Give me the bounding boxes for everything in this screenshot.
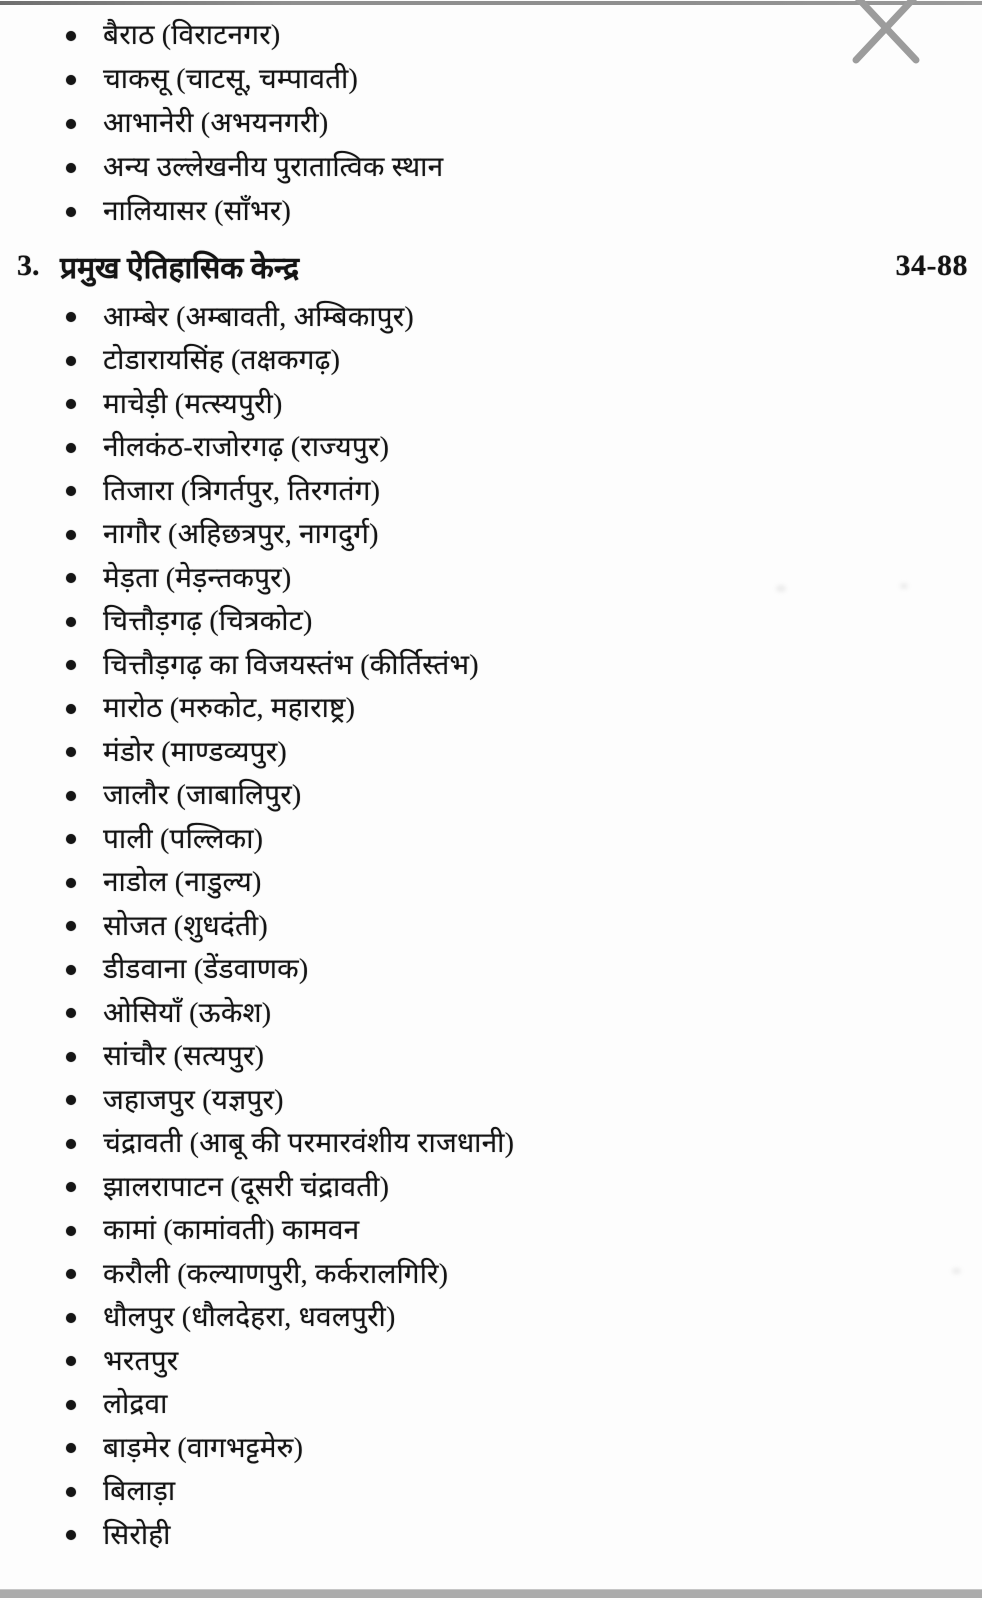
list-item — [0, 816, 982, 860]
bullet-icon — [66, 1443, 76, 1453]
list-item — [0, 947, 982, 991]
list-item — [0, 381, 982, 425]
list-item-label: मेड़ता (मेड़न्तकपुर) — [103, 562, 292, 594]
list-item — [0, 1338, 982, 1382]
list-item-label: टोडारायसिंह (तक्षकगढ़) — [103, 345, 341, 377]
list-item — [0, 56, 982, 100]
bullet-icon — [66, 1400, 76, 1410]
list-item-label: ओसियाँ (ऊकेश) — [103, 997, 272, 1029]
bullet-icon — [66, 791, 76, 801]
list-item-label: आभानेरी (अभयनगरी) — [103, 108, 329, 139]
bullet-icon — [66, 1052, 76, 1062]
bullet-icon — [66, 1139, 76, 1149]
list-item-label: पाली (पल्लिका) — [103, 823, 264, 855]
scan-artifact — [776, 585, 786, 592]
list-item — [0, 1077, 982, 1121]
list-item-label: झालरापाटन (दूसरी चंद्रावती) — [103, 1171, 390, 1203]
bullet-icon — [66, 660, 76, 670]
list-item — [0, 1425, 982, 1469]
section-heading — [0, 242, 982, 290]
list-item-label: माचेड़ी (मत्स्यपुरी) — [103, 388, 283, 420]
scan-artifact — [900, 583, 908, 589]
section3-item-list — [0, 294, 982, 1556]
list-item — [0, 1208, 982, 1252]
list-item-label: आम्बेर (अम्बावती, अम्बिकापुर) — [103, 301, 414, 333]
list-item-label: मंडोर (माण्डव्यपुर) — [103, 736, 287, 768]
list-item — [0, 686, 982, 730]
list-item-label: तिजारा (त्रिगर्तपुर, तिरगतंग) — [103, 475, 381, 507]
list-item — [0, 860, 982, 904]
bullet-icon — [66, 399, 76, 409]
list-item — [0, 1382, 982, 1426]
list-item-label: चंद्रावती (आबू की परमारवंशीय राजधानी) — [103, 1128, 515, 1160]
scan-artifact — [952, 1268, 961, 1274]
list-item-label: नागौर (अहिछत्रपुर, नागदुर्ग) — [103, 519, 379, 551]
list-item — [0, 729, 982, 773]
list-item — [0, 12, 982, 56]
list-item — [0, 425, 982, 469]
bullet-icon — [66, 31, 76, 41]
list-item-label: बाड़मेर (वागभट्टमेरु) — [103, 1432, 304, 1464]
bottom-border-line — [0, 1590, 982, 1598]
list-item — [0, 468, 982, 512]
list-item — [0, 144, 982, 188]
bullet-icon — [66, 1226, 76, 1236]
section-page-range: 34-88 — [895, 249, 968, 282]
bullet-icon — [66, 207, 76, 217]
list-item — [0, 642, 982, 686]
section-number: 3. — [17, 249, 40, 282]
list-item — [0, 599, 982, 643]
bullet-icon — [66, 312, 76, 322]
list-item-label: बिलाड़ा — [103, 1476, 176, 1508]
list-item-label: अन्य उल्लेखनीय पुरातात्विक स्थान — [103, 152, 444, 183]
list-item — [0, 1469, 982, 1513]
list-item-label: चाकसू (चाटसू, चम्पावती) — [103, 64, 359, 95]
bullet-icon — [66, 573, 76, 583]
list-item-label: जालौर (जाबालिपुर) — [103, 780, 302, 812]
list-item-label: मारोठ (मरुकोट, महाराष्ट्र) — [103, 693, 356, 725]
bullet-icon — [66, 1008, 76, 1018]
bullet-icon — [66, 443, 76, 453]
bullet-icon — [66, 747, 76, 757]
list-item — [0, 555, 982, 599]
list-item — [0, 773, 982, 817]
bullet-icon — [66, 704, 76, 714]
list-item — [0, 188, 982, 232]
bullet-icon — [66, 1095, 76, 1105]
list-item-label: चित्तौड़गढ़ (चित्रकोट) — [103, 606, 313, 638]
bullet-icon — [66, 75, 76, 85]
list-item-label: नाडोल (नाडुल्य) — [103, 867, 262, 899]
list-item — [0, 990, 982, 1034]
bullet-icon — [66, 530, 76, 540]
list-item — [0, 1164, 982, 1208]
section2-item-list — [0, 12, 982, 232]
list-item-label: सांचौर (सत्यपुर) — [103, 1041, 265, 1073]
list-item — [0, 903, 982, 947]
bullet-icon — [66, 921, 76, 931]
bullet-icon — [66, 834, 76, 844]
bullet-icon — [66, 1182, 76, 1192]
list-item-label: भरतपुर — [103, 1345, 179, 1377]
bullet-icon — [66, 486, 76, 496]
list-item-label: डीडवाना (डेंडवाणक) — [103, 954, 309, 986]
toc-content — [0, 12, 982, 1556]
bullet-icon — [66, 617, 76, 627]
list-item — [0, 1251, 982, 1295]
list-item — [0, 294, 982, 338]
list-item — [0, 338, 982, 382]
section-title: प्रमुख ऐतिहासिक केन्द्र — [60, 251, 300, 285]
list-item — [0, 1121, 982, 1165]
bullet-icon — [66, 1269, 76, 1279]
list-item-label: कामां (कामांवती) कामवन — [103, 1215, 360, 1247]
bullet-icon — [66, 1356, 76, 1366]
list-item — [0, 1295, 982, 1339]
list-item-label: नालियासर (साँभर) — [103, 196, 292, 227]
list-item-label: चित्तौड़गढ़ का विजयस्तंभ (कीर्तिस्तंभ) — [103, 649, 479, 681]
list-item-label: बैराठ (विराटनगर) — [103, 20, 281, 51]
bullet-icon — [66, 119, 76, 129]
bullet-icon — [66, 1530, 76, 1540]
list-item-label: जहाजपुर (यज्ञपुर) — [103, 1084, 284, 1116]
bullet-icon — [66, 1313, 76, 1323]
list-item-label: नीलकंठ-राजोरगढ़ (राज्यपुर) — [103, 432, 390, 464]
list-item — [0, 1034, 982, 1078]
bullet-icon — [66, 163, 76, 173]
bullet-icon — [66, 965, 76, 975]
list-item-label: सोजत (शुधदंती) — [103, 910, 268, 942]
list-item-label: धौलपुर (धौलदेहरा, धवलपुरी) — [103, 1302, 396, 1334]
top-border-line — [0, 1, 982, 5]
list-item — [0, 100, 982, 144]
list-item-label: करौली (कल्याणपुरी, कर्करालगिरि) — [103, 1258, 449, 1290]
list-item-label: सिरोही — [103, 1519, 171, 1551]
list-item-label: लोद्रवा — [103, 1389, 168, 1421]
list-item — [0, 1512, 982, 1556]
bullet-icon — [66, 878, 76, 888]
bullet-icon — [66, 356, 76, 366]
list-item — [0, 512, 982, 556]
bullet-icon — [66, 1487, 76, 1497]
